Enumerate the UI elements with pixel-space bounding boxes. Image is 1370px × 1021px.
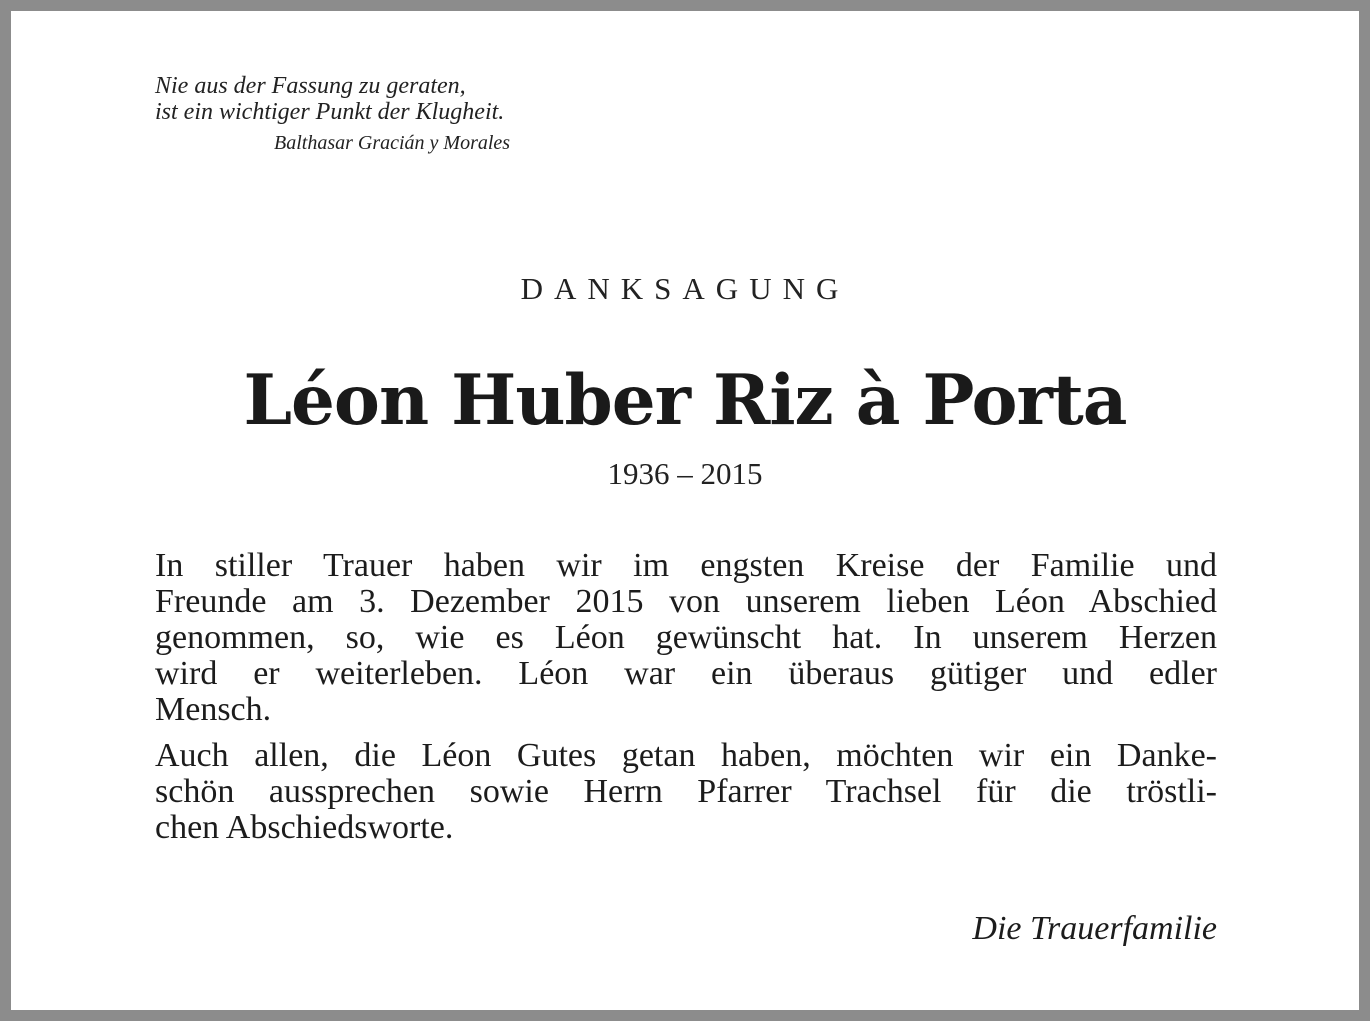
obituary-card [11,11,1359,1010]
paragraph-1 [155,548,1217,728]
deceased-name: Léon Huber Riz à Porta [243,360,1127,441]
epigraph-quote [155,73,504,125]
quote-line: ist ein wichtiger Punkt der Klugheit. [155,99,505,125]
text-line: wird er weiterleben. Léon war ein überaus gütiger und edler [155,655,1217,692]
body-text [155,548,1217,846]
text-line: Mensch. [155,691,272,728]
text-line: Auch allen, die Léon Gutes getan haben, möchten wir ein Danke- [155,737,1217,774]
signature: Die Trauerfamilie [972,910,1217,947]
text-line: In stiller Trauer haben wir im engsten Kreise der Familie und [155,547,1217,584]
heading-danksagung: DANKSAGUNG [520,271,850,306]
text-line: genommen, so, wie es Léon gewünscht hat. In unserem Herzen [155,619,1217,656]
text-line: chen Abschiedsworte. [155,809,454,846]
text-line: Freunde am 3. Dezember 2015 von unserem lieben Léon Abschied [155,583,1217,620]
paragraph-2 [155,738,1217,846]
quote-author: Balthasar Gracián y Morales [274,132,511,154]
life-dates: 1936 – 2015 [607,456,763,491]
quote-line: Nie aus der Fassung zu geraten, [155,73,466,99]
text-line: schön aussprechen sowie Herrn Pfarrer Trachsel für die tröstli- [155,773,1217,810]
